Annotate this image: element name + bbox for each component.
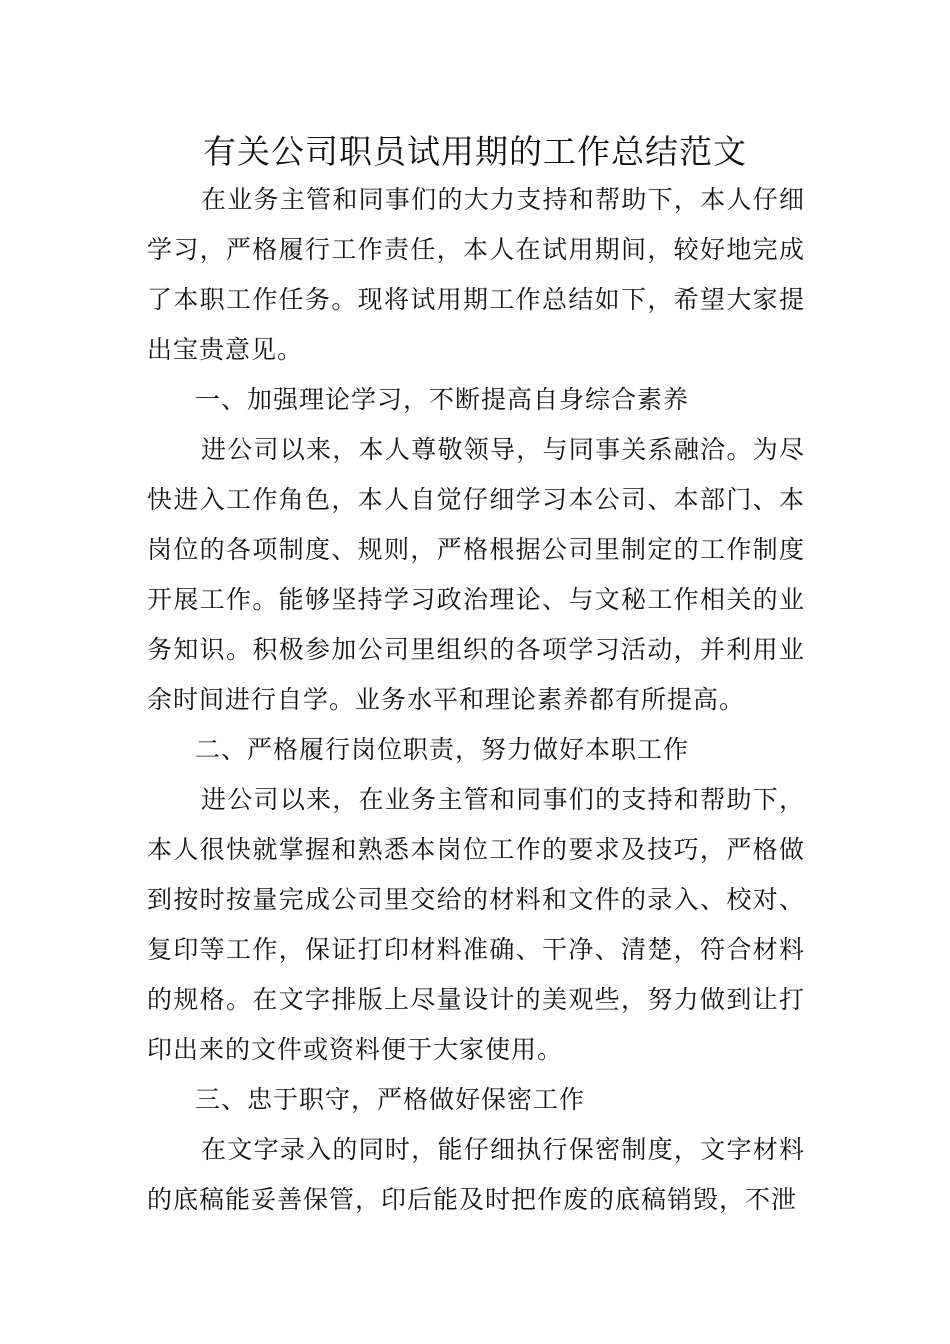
section-heading-2: 二、严格履行岗位职责，努力做好本职工作 xyxy=(195,735,690,764)
document-body xyxy=(147,175,805,1225)
paragraph-section-3: 在文字录入的同时，能仔细执行保密制度，文字材料的底稿能妥善保管，印后能及时把作废的底稿销毁，不泄 xyxy=(147,1135,805,1214)
document-title: 有关公司职员试用期的工作总结范文 xyxy=(203,132,747,171)
paragraph-section-1: 进公司以来，本人尊敬领导，与同事关系融洽。为尽快进入工作角色，本人自觉仔细学习本公司、本部门、本岗位的各项制度、规则，严格根据公司里制定的工作制度开展工作。能够坚持学习政治理论、与文秘工作相关的业务知识。积极参加公司里组织的各项学习活动，并利用业余时间进行自学。业务水平和理论素养都有所提高。 xyxy=(147,435,805,714)
section-heading-1: 一、加强理论学习，不断提高自身综合素养 xyxy=(195,385,690,414)
paragraph-section-2: 进公司以来，在业务主管和同事们的支持和帮助下，本人很快就掌握和熟悉本岗位工作的要求及技巧，严格做到按时按量完成公司里交给的材料和文件的录入、校对、复印等工作，保证打印材料准确、干净、清楚，符合材料的规格。在文字排版上尽量设计的美观些，努力做到让打印出来的文件或资料便于大家使用。 xyxy=(147,785,805,1064)
paragraph-intro: 在业务主管和同事们的大力支持和帮助下，本人仔细学习，严格履行工作责任，本人在试用期间，较好地完成了本职工作任务。现将试用期工作总结如下，希望大家提出宝贵意见。 xyxy=(147,185,805,364)
section-heading-3: 三、忠于职守，严格做好保密工作 xyxy=(195,1085,586,1114)
